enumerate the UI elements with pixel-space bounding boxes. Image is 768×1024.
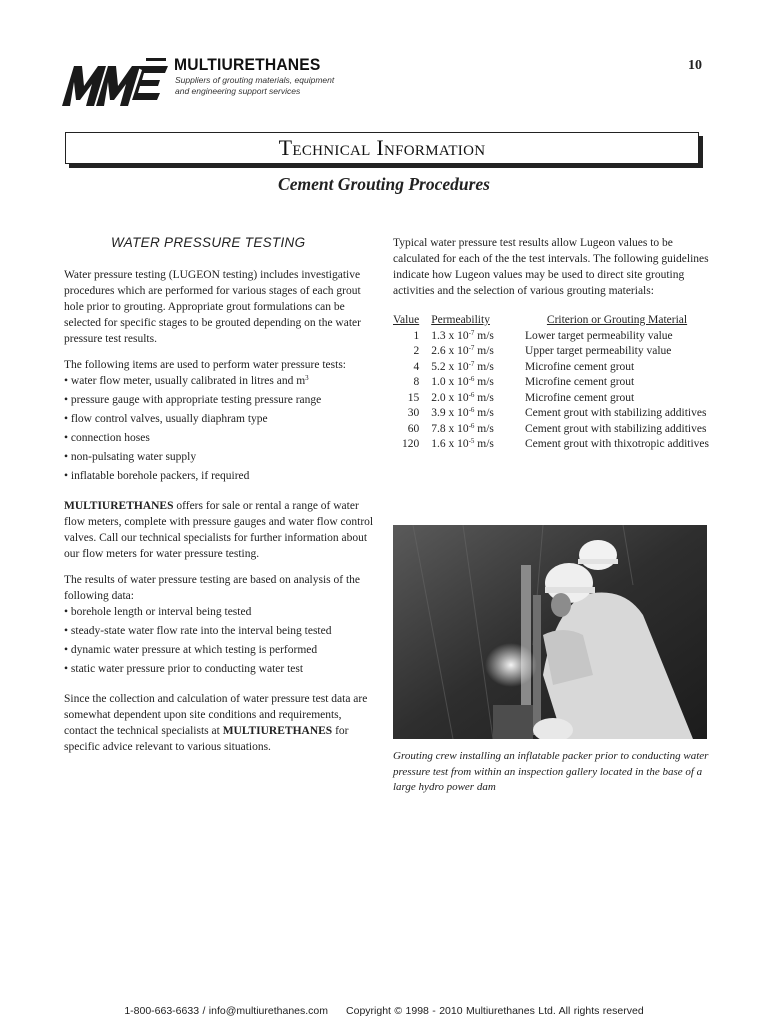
intro-paragraph: Water pressure testing (LUGEON testing) includes investigative procedures which are performed for various stages of each grout hole prior to grouting. Appropriate grout formulations can be selected for specific stages to be grouted depending on the water pressure test results.: [64, 269, 361, 345]
list-item: • dynamic water pressure at which testing is performed: [64, 642, 376, 658]
offer-paragraph: MULTIURETHANES offers for sale or rental a range of water flow meters, complete with pressure gauges and water flow control valves. Call our technical specialists for further information about our flow meters for water pressure testing.: [64, 500, 374, 560]
footer-copyright: Copyright © 1998 - 2010 Multiurethanes Ltd. All rights reserved: [346, 1005, 644, 1017]
page-title: Technical Information: [278, 135, 486, 160]
brand-tagline: [175, 75, 375, 97]
table-row: 4 5.2 x $10^{-7}$ m/s Microfine cement grout: [413, 359, 635, 373]
brand-name: MULTIURETHANES: [174, 55, 321, 74]
table-row: 8 1.0 x $10^{-6}$ m/s Microfine cement grout: [413, 375, 635, 388]
section-heading: WATER PRESSURE TESTING: [111, 235, 306, 250]
column-header-criterion: Criterion or Grouting Material: [546, 314, 688, 326]
lugeon-intro: Typical water pressure test results allow Lugeon values to be calculated for each of the the test intervals. The following guidelines indicate how Lugeon values may be used to direct site grouting activities and the selection of various grouting materials:: [393, 237, 709, 297]
page-subtitle: Cement Grouting Procedures: [278, 174, 490, 194]
table-row: 15 2.0 x $10^{-6}$ m/s Microfine cement grout: [407, 390, 635, 404]
company-logo: [62, 56, 168, 108]
table-header-row: [393, 313, 709, 329]
items-intro: The following items are used to perform water pressure tests:: [64, 359, 346, 371]
right-column: [393, 235, 709, 453]
list-item: • pressure gauge with appropriate testing pressure range: [64, 392, 376, 408]
photo-caption: Grouting crew installing an inflatable packer prior to conducting water pressure test from within an inspection gallery located in the base of a large hydro power dam: [393, 750, 709, 793]
list-item: • connection hoses: [64, 430, 376, 446]
table-row: 120 1.6 x $10^{-5}$ m/s Cement grout with thixotropic additives: [401, 437, 709, 450]
table-row: 30 3.9 x $10^{-6}$ m/s Cement grout with stabilizing additives: [407, 406, 707, 419]
results-intro: The results of water pressure testing are based on analysis of the following data:: [64, 574, 361, 602]
footer-contact: 1-800-663-6633 / info@multiurethanes.com: [124, 1005, 329, 1017]
lugeon-table: [393, 313, 709, 453]
list-item: • inflatable borehole packers, if required: [64, 468, 376, 484]
tagline-line-2: and engineering support services: [175, 86, 301, 96]
table-row: 1 1.3 x $10^{-7}$ m/s Lower target permeability value: [413, 328, 673, 342]
title-box: [65, 132, 699, 164]
list-item: • static water pressure prior to conducting water test: [64, 661, 376, 677]
list-item: • water flow meter, usually calibrated in litres and $m^3$: [64, 373, 376, 389]
list-item: • non-pulsating water supply: [64, 449, 376, 465]
page-number: 10: [688, 58, 702, 73]
table-row: 60 7.8 x $10^{-6}$ m/s Cement grout with stabilizing additives: [407, 421, 707, 435]
brand-mention: MULTIURETHANES: [222, 725, 333, 737]
column-header-permeability: Permeability: [431, 314, 490, 326]
closing-paragraph: Since the collection and calculation of water pressure test data are somewhat dependent upon site conditions and requirements, contact the technical specialists at MULTIURETHANES for specific advice relevant to various situations.: [64, 693, 368, 753]
data-list: [64, 604, 376, 677]
table-row: 2 2.6 x $10^{-7}$ m/s Upper target permeability value: [413, 344, 672, 357]
list-item: • borehole length or interval being tested: [64, 604, 376, 620]
grouting-crew-photo: [393, 525, 707, 739]
column-header-value: Value: [393, 314, 420, 326]
list-item: • flow control valves, usually diaphram type: [64, 411, 376, 427]
left-column: [64, 235, 376, 765]
list-item: • steady-state water flow rate into the interval being tested: [64, 623, 376, 639]
equipment-list: [64, 373, 376, 484]
brand-mention: MULTIURETHANES: [64, 500, 174, 512]
tagline-line-1: Suppliers of grouting materials, equipment: [175, 75, 335, 85]
footer: [0, 1005, 768, 1017]
